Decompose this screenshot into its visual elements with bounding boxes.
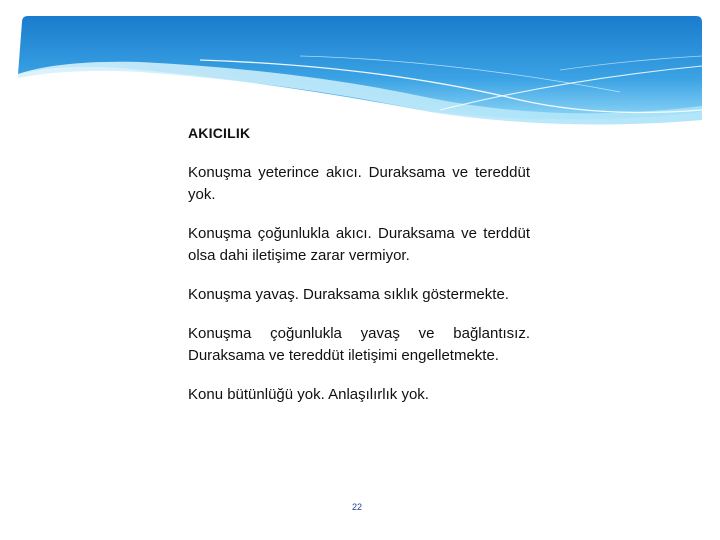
criterion-paragraph: Konu bütünlüğü yok. Anlaşılırlık yok. [188, 386, 429, 403]
header-banner [0, 0, 720, 130]
criterion-paragraph: Konuşma çoğunlukla akıcı. Duraksama ve terddüt olsa dahi iletişime zarar vermiyor. [188, 225, 530, 264]
criterion-paragraph: Konuşma yeterince akıcı. Duraksama ve tereddüt yok. [188, 164, 530, 203]
slide-heading: AKICILIK [188, 125, 251, 141]
criterion-paragraph: Konuşma yavaş. Duraksama sıklık göstermekte. [188, 286, 509, 303]
page-number: 22 [352, 502, 363, 512]
slide-content [188, 124, 530, 423]
criterion-paragraph: Konuşma çoğunlukla yavaş ve bağlantısız. Duraksama ve tereddüt iletişimi engelletmekte. [188, 325, 530, 364]
